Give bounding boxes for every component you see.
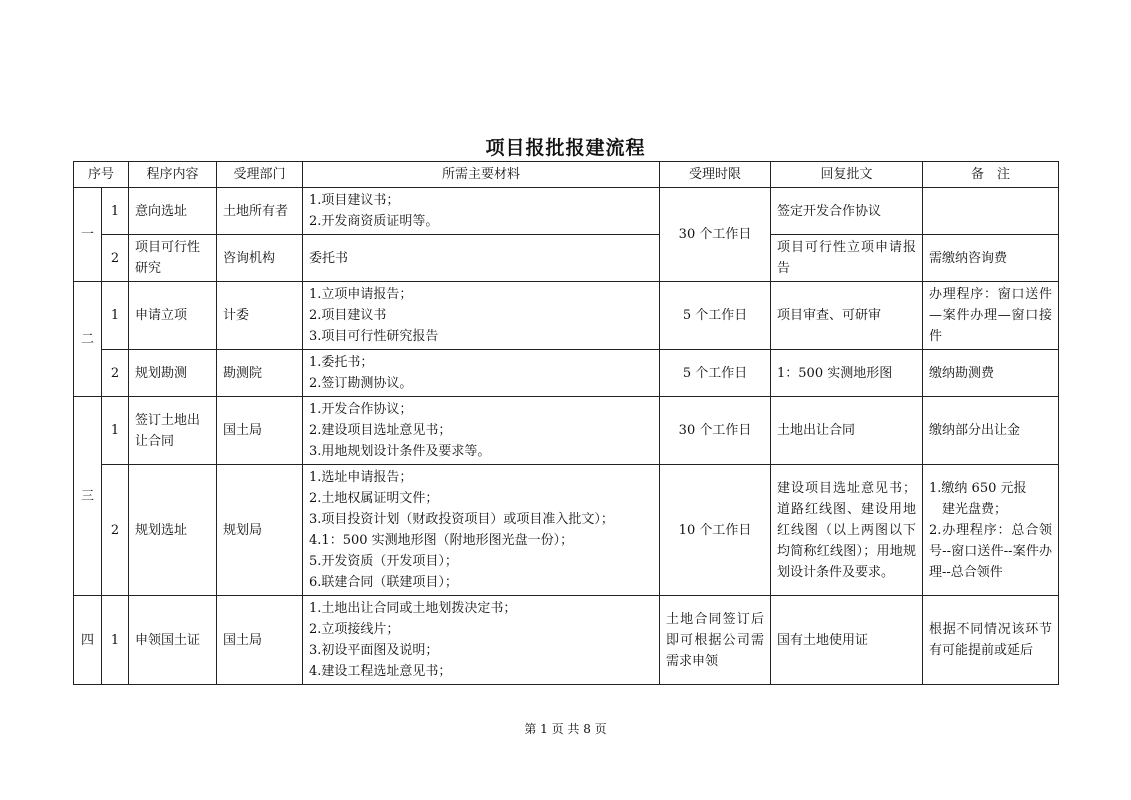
row-time: 10 个工作日 — [660, 465, 771, 596]
row-content: 意向选址 — [129, 188, 217, 235]
row-note: 缴纳勘测费 — [923, 350, 1059, 397]
document-title: 项目报批报建流程 — [485, 137, 646, 159]
header-seq: 序号 — [74, 162, 129, 188]
row-materials — [303, 596, 660, 685]
material-item: 3.项目投资计划（财政投资项目）或项目准入批文）； — [309, 512, 614, 527]
table-row — [74, 188, 1059, 235]
row-note — [923, 465, 1059, 596]
row-materials — [303, 397, 660, 465]
material-item: 3.初设平面图及说明； — [309, 643, 439, 658]
row-content: 申请立项 — [129, 282, 217, 350]
row-reply: 项目审查、可研审 — [771, 282, 923, 350]
section-label: 一 — [74, 188, 102, 282]
row-dept: 咨询机构 — [217, 235, 303, 282]
material-item: 1.项目建议书； — [309, 193, 400, 208]
row-content: 签订土地出让合同 — [129, 397, 217, 465]
header-materials: 所需主要材料 — [303, 162, 660, 188]
row-content: 规划选址 — [129, 465, 217, 596]
row-dept: 规划局 — [217, 465, 303, 596]
row-time: 30 个工作日 — [660, 397, 771, 465]
row-content: 规划勘测 — [129, 350, 217, 397]
header-reply: 回复批文 — [771, 162, 923, 188]
note-item: 建光盘费； — [929, 501, 1008, 517]
table-row — [74, 350, 1059, 397]
procedure-table — [73, 161, 1059, 685]
row-reply: 签定开发合作协议 — [771, 188, 923, 235]
row-materials — [303, 235, 660, 282]
page-footer: 第 1 页 共 8 页 — [524, 722, 607, 736]
note-item: 1.缴纳 650 元报 — [929, 480, 1027, 496]
row-time: 土地合同签订后即可根据公司需需求申领 — [660, 596, 771, 685]
row-time: 5 个工作日 — [660, 282, 771, 350]
header-note: 备 注 — [923, 162, 1059, 188]
table-row — [74, 465, 1059, 596]
material-item: 3.项目可行性研究报告 — [309, 329, 439, 344]
row-dept: 土地所有者 — [217, 188, 303, 235]
row-time: 5 个工作日 — [660, 350, 771, 397]
row-number: 2 — [102, 350, 129, 397]
row-materials — [303, 350, 660, 397]
row-content: 申领国土证 — [129, 596, 217, 685]
section-label: 二 — [74, 282, 102, 397]
table-row — [74, 235, 1059, 282]
material-item: 1.立项申请报告； — [309, 287, 413, 302]
material-item: 2.立项接线片； — [309, 622, 400, 637]
table-row — [74, 397, 1059, 465]
row-content: 项目可行性研究 — [129, 235, 217, 282]
material-item: 委托书 — [309, 250, 349, 266]
material-item: 3.用地规划设计条件及要求等。 — [309, 444, 491, 459]
material-item: 2.建设项目选址意见书； — [309, 423, 452, 438]
row-note: 办理程序：窗口送件—案件办理—窗口接件 — [923, 282, 1059, 350]
material-item: 2.土地权属证明文件； — [309, 491, 439, 506]
row-number: 2 — [102, 235, 129, 282]
row-number: 2 — [102, 465, 129, 596]
material-item: 4.1：500 实测地形图（附地形图光盘一份）； — [309, 533, 574, 548]
row-number: 1 — [102, 397, 129, 465]
row-dept: 国土局 — [217, 596, 303, 685]
header-dept: 受理部门 — [217, 162, 303, 188]
note-item: 2.办理程序：总合领号--窗口送件--案件办理--总合领件 — [929, 522, 1053, 580]
row-materials — [303, 282, 660, 350]
section-label: 四 — [74, 596, 102, 685]
material-item: 5.开发资质（开发项目）； — [309, 554, 458, 569]
row-number: 1 — [102, 596, 129, 685]
table-header-row — [74, 162, 1059, 188]
row-note: 缴纳部分出让金 — [923, 397, 1059, 465]
material-item: 2.开发商资质证明等。 — [309, 214, 439, 229]
row-number: 1 — [102, 188, 129, 235]
row-reply: 国有土地使用证 — [771, 596, 923, 685]
row-reply: 项目可行性立项申请报告 — [771, 235, 923, 282]
table-row — [74, 596, 1059, 685]
table-row — [74, 282, 1059, 350]
row-reply: 土地出让合同 — [771, 397, 923, 465]
row-dept: 国土局 — [217, 397, 303, 465]
material-item: 1.选址申请报告； — [309, 470, 413, 485]
row-dept: 计委 — [217, 282, 303, 350]
header-time: 受理时限 — [660, 162, 771, 188]
row-number: 1 — [102, 282, 129, 350]
row-materials — [303, 465, 660, 596]
header-content: 程序内容 — [129, 162, 217, 188]
row-note — [923, 188, 1059, 235]
material-item: 4.建设工程选址意见书； — [309, 664, 452, 679]
material-item: 1.开发合作协议； — [309, 402, 413, 417]
row-materials — [303, 188, 660, 235]
row-note: 需缴纳咨询费 — [923, 235, 1059, 282]
material-item: 1.土地出让合同或土地划拨决定书； — [309, 601, 517, 616]
material-item: 2.项目建议书 — [309, 308, 387, 323]
row-time: 30 个工作日 — [660, 188, 771, 282]
section-label: 三 — [74, 397, 102, 596]
row-reply: 1：500 实测地形图 — [771, 350, 923, 397]
material-item: 1.委托书； — [309, 355, 374, 370]
material-item: 2.签订勘测协议。 — [309, 376, 413, 391]
row-reply: 建设项目选址意见书；道路红线图、建设用地红线图（以上两图以下均简称红线图）；用地规划设计条件及要求。 — [771, 465, 923, 596]
row-note: 根据不同情况该环节有可能提前或延后 — [923, 596, 1059, 685]
row-dept: 勘测院 — [217, 350, 303, 397]
material-item: 6.联建合同（联建项目）； — [309, 575, 458, 590]
